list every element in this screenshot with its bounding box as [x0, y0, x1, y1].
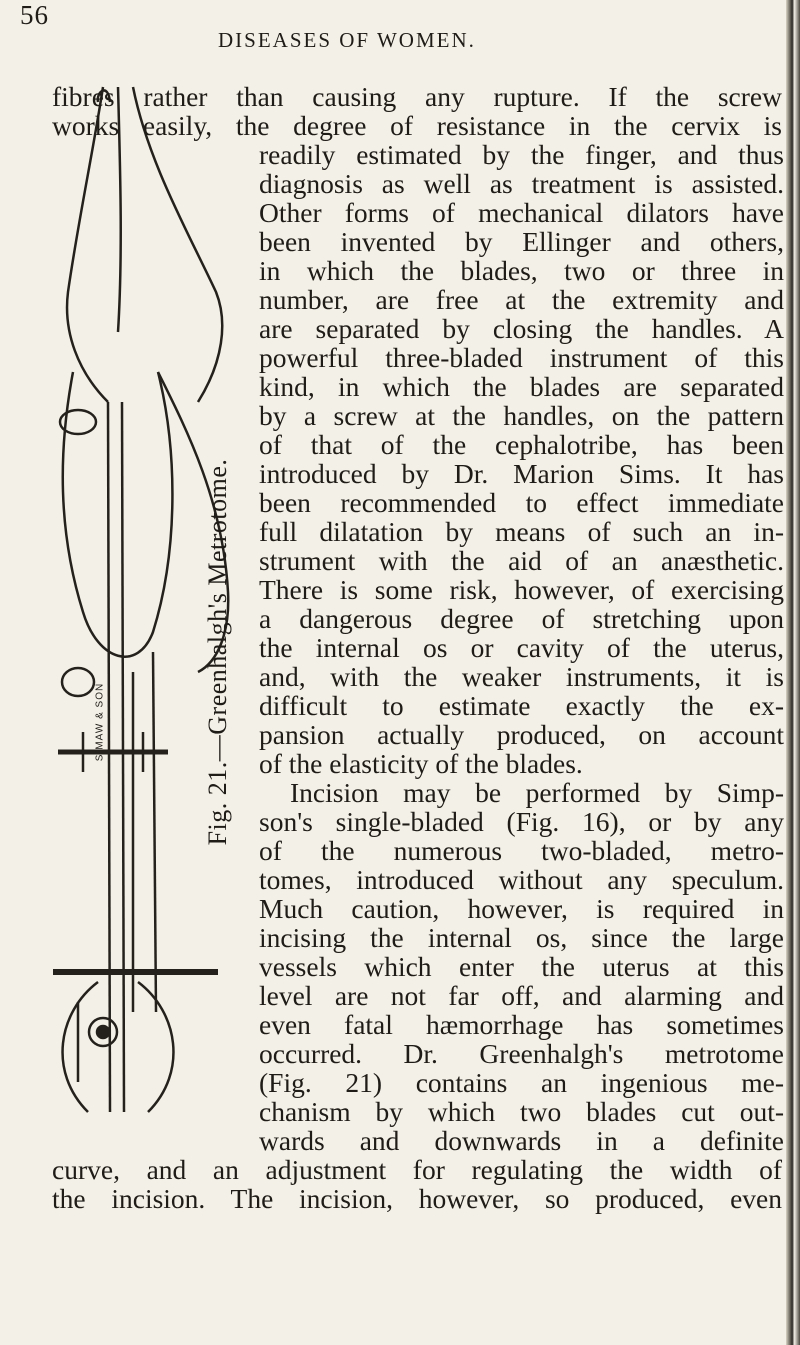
figure-caption: Fig. 21.—Greenhalgh's Metrotome.	[203, 458, 232, 846]
text-line: level are not far off, and alarming and	[259, 980, 784, 1011]
text-line: of the elasticity of the blades.	[259, 748, 583, 779]
text-line: powerful three-bladed instrument of this	[259, 342, 784, 373]
text-line: Other forms of mechanical dilators have	[259, 197, 784, 228]
text-line: number, are free at the extremity and	[259, 284, 784, 315]
maker-mark: S MAW & SON	[94, 682, 106, 762]
text-line: the internal os or cavity of the uterus,	[259, 632, 784, 663]
text-line: full dilatation by means of such an in-	[259, 516, 784, 547]
text-line: incising the internal os, since the large	[259, 922, 784, 953]
text-line: wards and downwards in a definite	[259, 1125, 784, 1156]
text-line: strument with the aid of an anæsthetic.	[259, 545, 784, 576]
text-line: vessels which enter the uterus at this	[259, 951, 784, 982]
text-line: been invented by Ellinger and others,	[259, 226, 784, 257]
text-line: fibres rather than causing any rupture. If the screw	[52, 81, 782, 112]
text-line: readily estimated by the finger, and thus	[259, 139, 784, 170]
text-line: and, with the weaker instruments, it is	[259, 661, 784, 692]
text-line: son's single-bladed (Fig. 16), or by any	[259, 806, 784, 837]
text-line: even fatal hæmorrhage has sometimes	[259, 1009, 784, 1040]
page-edge-shadow	[786, 0, 800, 1345]
text-line: Incision may be performed by Simp-	[290, 777, 784, 808]
text-line: diagnosis as well as treatment is assisted.	[259, 168, 784, 199]
text-line: pansion actually produced, on account	[259, 719, 784, 750]
text-line: in which the blades, two or three in	[259, 255, 784, 286]
text-line: There is some risk, however, of exercising	[259, 574, 784, 605]
text-line: chanism by which two blades cut out-	[259, 1096, 784, 1127]
page-number: 56	[20, 0, 49, 30]
text-line: are separated by closing the handles. A	[259, 313, 784, 344]
text-line: Much caution, however, is required in	[259, 893, 784, 924]
text-line: (Fig. 21) contains an ingenious me-	[259, 1067, 784, 1098]
running-head: DISEASES OF WOMEN.	[218, 28, 476, 52]
text-line: kind, in which the blades are separated	[259, 371, 784, 402]
text-line: the incision. The incision, however, so produced, even	[52, 1183, 782, 1214]
text-line: works easily, the degree of resistance in the cervix is	[52, 110, 782, 141]
text-line: been recommended to effect immediate	[259, 487, 784, 518]
text-line: tomes, introduced without any speculum.	[259, 864, 784, 895]
text-line: occurred. Dr. Greenhalgh's metrotome	[259, 1038, 784, 1069]
text-line: of the numerous two-bladed, metro-	[259, 835, 784, 866]
text-line: introduced by Dr. Marion Sims. It has	[259, 458, 784, 489]
text-line: curve, and an adjustment for regulating the width of	[52, 1154, 782, 1185]
text-line: difficult to estimate exactly the ex-	[259, 690, 784, 721]
text-line: a dangerous degree of stretching upon	[259, 603, 784, 634]
text-line: of that of the cephalotribe, has been	[259, 429, 784, 460]
text-line: by a screw at the handles, on the pattern	[259, 400, 784, 431]
